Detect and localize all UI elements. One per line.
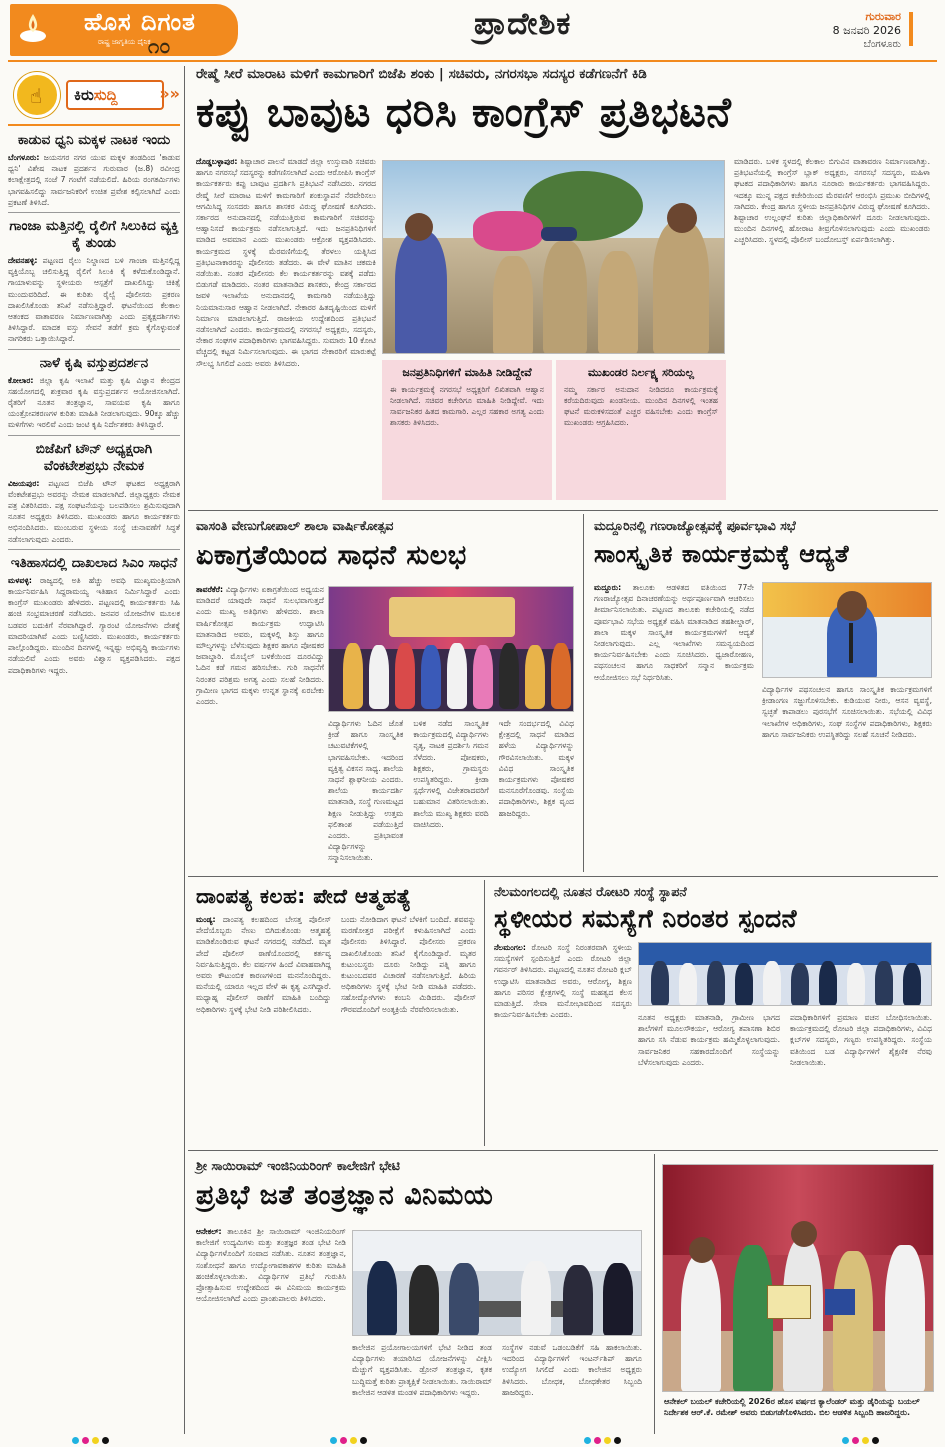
section-title: ಪ್ರಾದೇಶಿಕ <box>474 6 572 42</box>
member-figure <box>763 961 781 1006</box>
school-story <box>188 514 580 872</box>
rotary-story <box>488 880 938 1146</box>
column-divider <box>654 1154 655 1434</box>
brief-dateline: ವಿಜಯಪುರ: <box>8 478 40 488</box>
brief-divider <box>8 549 180 550</box>
briefs-label <box>66 80 164 110</box>
visitor-figure <box>563 1265 593 1336</box>
calendar-release-story <box>658 1154 938 1434</box>
brief-divider <box>8 349 180 350</box>
guest-figure <box>551 643 571 709</box>
police-figure <box>598 251 638 354</box>
brief-dateline: ದೇವನಹಳ್ಳಿ: <box>8 256 38 266</box>
issue-date: 8 ಜನವರಿ 2026 <box>832 24 901 37</box>
sidebar-box-2 <box>556 360 726 500</box>
official-head <box>791 1221 817 1247</box>
photo-flowers <box>473 211 543 251</box>
school-headline: ಏಕಾಗ್ರತೆಯಿಂದ ಸಾಧನೆ ಸುಲಭ <box>196 540 467 571</box>
newspaper-logo <box>10 4 238 56</box>
college-body-col-2: ಕಾಲೇಜಿನ ಪ್ರಯೋಗಾಲಯಗಳಿಗೆ ಭೇಟಿ ನೀಡಿದ ತಂಡ ವಿದ್ಯಾರ್ಥಿಗಳು ತಯಾರಿಸಿದ ಯೋಜನೆಗಳನ್ನು ವೀಕ್ಷಿಸಿ ಮೆಚ್ಚುಗೆ ವ್ಯಕ್ತಪಡಿಸಿತು. ಡ್ರೋನ್ ತಂತ್ರಜ್ಞಾನ, ಕೃತಕ ಬುದ್ಧಿಮತ್ತೆ ಕುರಿತು ಪ್ರಾತ್ಯಕ್ಷಿಕೆ ನೀಡಲಾಯಿತು. ಸಾಯಿರಾಮ್ ಕಾಲೇಜಿನ ಆಡಳಿತ ಮಂಡಳಿ ಪದಾಧಿಕಾರಿಗಳು ಇದ್ದರು. <box>352 1343 492 1397</box>
college-body-text-1: ತಾಲೂಕಿನ ಶ್ರೀ ಸಾಯಿರಾಮ್ ಇಂಜಿನಿಯರಿಂಗ್ ಕಾಲೇಜಿಗೆ ಉದ್ಯಮಿಗಳು ಮತ್ತು ತಂತ್ರಜ್ಞರ ತಂಡ ಭೇಟಿ ನೀಡಿ ವಿದ್ಯಾರ್ಥಿಗಳೊಂದಿಗೆ ಸಂವಾದ ನಡೆಸಿತು. ನೂತನ ತಂತ್ರಜ್ಞಾನ, ಸಂಶೋಧನೆ ಹಾಗೂ ಉದ್ಯೋಗಾವಕಾಶಗಳ ಕುರಿತು ಮಾಹಿತಿ ಹಂಚಿಕೊಳ್ಳಲಾಯಿತು. ವಿದ್ಯಾರ್ಥಿಗಳ ಪ್ರತಿಭೆ ಗುರುತಿಸಿ ಪ್ರೋತ್ಸಾಹಿಸುವ ಉದ್ದೇಶದಿಂದ ಈ ವಿನಿಮಯ ಕಾರ್ಯಕ್ರಮ ಆಯೋಜಿಸಲಾಗಿದೆ ಎಂದು ಪ್ರಾಂಶುಪಾಲರು ತಿಳಿಸಿದರು. <box>196 1227 346 1304</box>
culture-body-col-1 <box>594 582 754 868</box>
brief-title: ಕಾಡುವ ಧ್ವನಿ ಮಕ್ಕಳ ನಾಟಕ ಇಂದು <box>17 132 171 148</box>
police-figure <box>653 221 709 354</box>
paper-name: ಹೊಸ ದಿಗಂತ <box>84 8 196 36</box>
college-kicker: ಶ್ರೀ ಸಾಯಿರಾಮ್ ಇಂಜಿನಿಯರಿಂಗ್ ಕಾಲೇಜಿಗೆ ಭೇಟಿ <box>196 1158 400 1173</box>
member-figure <box>791 963 809 1006</box>
rotary-body-col-1 <box>494 942 632 1142</box>
edition-city: ಬೆಂಗಳೂರು <box>863 39 901 50</box>
briefs-column <box>8 66 180 1434</box>
main-headline: ಕಪ್ಪು ಬಾವುಟ ಧರಿಸಿ ಕಾಂಗ್ರೆಸ್ ಪ್ರತಿಭಟನೆ <box>196 88 732 136</box>
guest-figure <box>343 643 363 709</box>
member-figure <box>707 961 725 1006</box>
paper-tagline: ರಾಷ್ಟ್ರ ಜಾಗೃತಿಯ ದೈನಿಕ <box>98 38 151 46</box>
sidebar-box-2-title: ಮುಖಂಡರ ನಿರ್ಲಕ್ಷ್ಯ ಸರಿಯಲ್ಲ <box>587 366 695 379</box>
masthead-divider <box>8 60 937 62</box>
school-kicker: ವಾಸಂತಿ ವೇಣುಗೋಪಾಲ್ ಶಾಲಾ ವಾರ್ಷಿಕೋತ್ಸವ <box>196 518 394 533</box>
brief-dateline: ಮಳವಳ್ಳಿ: <box>8 575 32 585</box>
brief-title: ಗಾಂಜಾ ಮತ್ತಿನಲ್ಲಿ ರೈಲಿಗೆ ಸಿಲುಕಿದ ವ್ಯಕ್ತಿ ಕೈ ತುಂಡು <box>9 218 179 252</box>
college-headline: ಪ್ರತಿಭೆ ಜತೆ ತಂತ್ರಜ್ಞಾನ ವಿನಿಮಯ <box>196 1180 494 1211</box>
member-figure <box>847 963 865 1006</box>
constable-body <box>196 914 476 1142</box>
registration-marks-4 <box>842 1437 879 1445</box>
sidebar-box-1-body: ಈ ಕಾರ್ಯಕ್ರಮಕ್ಕೆ ನಗರಸಭೆ ಅಧ್ಯಕ್ಷರಿಗೆ ಲಿಖಿತವಾಗಿ ಆಹ್ವಾನ ನೀಡಲಾಗಿದೆ. ಸಚಿವರ ಕಚೇರಿಗೂ ಮಾಹಿತಿ ನೀಡಿದ್ದೇವೆ. ಇದು ಸಾರ್ವಜನಿಕರ ಹಿತದ ಕಾಮಗಾರಿ. ಎಲ್ಲರ ಸಹಕಾರ ಅಗತ್ಯ ಎಂದು ಶಾಸಕರು ತಿಳಿಸಿದರು. <box>390 385 544 427</box>
rotary-group-photo <box>638 942 932 1006</box>
member-figure <box>679 963 697 1006</box>
guest-figure <box>473 645 493 709</box>
brief-item <box>8 555 180 676</box>
column-divider <box>184 66 185 1434</box>
registration-marks-2 <box>330 1437 367 1445</box>
main-kicker: ರೇಷ್ಮೆ ಸೀರೆ ಮಾರಾಟ ಮಳಿಗೆ ಕಾಮಗಾರಿಗೆ ಬಿಜೆಪಿ ಶಂಕು | ಸಚಿವರು, ನಗರಸಭಾ ಸದಸ್ಯರ ಕಡೆಗಣನೆಗೆ ಕಿಡಿ <box>196 66 647 82</box>
protester-figure <box>395 231 447 354</box>
protester-head <box>405 213 433 241</box>
briefs-header <box>8 66 180 126</box>
guest-figure <box>499 643 519 709</box>
protest-photo <box>382 160 725 354</box>
main-body-col-3 <box>734 156 930 501</box>
calendar-photo-caption: ಆನೇಕಲ್ ಬಯಲ್ ಕಚೇರಿಯಲ್ಲಿ 2026ರ ಹೊಸ ವರ್ಷದ ಕ್ಯಾಲೆಂಡರ್ ಮತ್ತು ಡೈರಿಯನ್ನು ಬಯಲ್ ನಿರ್ದೇಶಕ ಆರ್.ಕೆ. ರಮೇಶ್ ಅವರು ಬಿಡುಗಡೆಗೊಳಿಸಿದರು. ಬಿಲ ಆಡಳಿತ ಸಿಬ್ಬಂದಿ ಹಾಜರಿದ್ದರು. <box>664 1397 920 1417</box>
police-cap <box>541 227 577 241</box>
college-story <box>188 1154 650 1434</box>
official-head <box>689 1237 715 1263</box>
culture-body-text-2: ವಿದ್ಯಾರ್ಥಿಗಳ ಪಥಸಂಚಲನ ಹಾಗೂ ಸಾಂಸ್ಕೃತಿಕ ಕಾರ್ಯಕ್ರಮಗಳಿಗೆ ಕ್ರೀಡಾಂಗಣ ಸಜ್ಜುಗೊಳಿಸಬೇಕು. ಕುಡಿಯುವ ನೀರು, ಆಸನ ವ್ಯವಸ್ಥೆ, ಸ್ವಚ್ಛತೆ ಕಾಪಾಡಲು ಪುರಸಭೆಗೆ ಸೂಚಿಸಲಾಯಿತು. ಸಭೆಯಲ್ಲಿ ವಿವಿಧ ಇಲಾಖೆಗಳ ಅಧಿಕಾರಿಗಳು, ಸಂಘ ಸಂಸ್ಥೆಗಳ ಪದಾಧಿಕಾರಿಗಳು, ಶಿಕ್ಷಕರು ಹಾಗೂ ಸಾರ್ವಜನಿಕರು ಉಪಸ್ಥಿತರಿದ್ದು ಸಲಹೆ ಸೂಚನೆ ನೀಡಿದರು. <box>762 685 932 739</box>
member-figure <box>735 963 753 1006</box>
visitor-figure <box>367 1261 397 1336</box>
brief-body: ಪಟ್ಟಣದ ರೈಲು ನಿಲ್ದಾಣದ ಬಳಿ ಗಾಂಜಾ ಮತ್ತಿನಲ್ಲಿದ್ದ ವ್ಯಕ್ತಿಯೊಬ್ಬ ಚಲಿಸುತ್ತಿದ್ದ ರೈಲಿಗೆ ಸಿಲುಕಿ ಕೈ ಕಳೆದುಕೊಂಡಿದ್ದಾನೆ. ಗಾಯಾಳುವನ್ನು ಸ್ಥಳೀಯರು ಆಸ್ಪತ್ರೆಗೆ ದಾಖಲಿಸಿದ್ದು ಚಿಕಿತ್ಸೆ ಮುಂದುವರಿದಿದೆ. ಈ ಕುರಿತು ರೈಲ್ವೆ ಪೊಲೀಸರು ಪ್ರಕರಣ ದಾಖಲಿಸಿಕೊಂಡು ತನಿಖೆ ನಡೆಸುತ್ತಿದ್ದಾರೆ. ಘಟನೆಯಿಂದ ಕೆಲಕಾಲ ಆತಂಕದ ವಾತಾವರಣ ನಿರ್ಮಾಣವಾಗಿತ್ತು ಎಂದು ಪ್ರತ್ಯಕ್ಷದರ್ಶಿಗಳು ತಿಳಿಸಿದ್ದಾರೆ. ಮಾದಕ ವಸ್ತು ಸೇವನೆ ತಡೆಗೆ ಕ್ರಮ ಕೈಗೊಳ್ಳುವಂತೆ ನಾಗರಿಕರು ಒತ್ತಾಯಿಸಿದ್ದಾರೆ. <box>8 256 180 344</box>
guest-figure <box>525 645 545 709</box>
date-accent-bar <box>909 12 913 46</box>
calendar-release-photo <box>662 1164 934 1392</box>
guest-figure <box>447 643 467 709</box>
college-body-lower <box>352 1342 642 1430</box>
brief-item <box>8 218 180 350</box>
constable-body-col-2: ಬಂದು ನೋಡಿದಾಗ ಘಟನೆ ಬೆಳಕಿಗೆ ಬಂದಿದೆ. ಶವವನ್ನು ಮರಣೋತ್ತರ ಪರೀಕ್ಷೆಗೆ ಕಳುಹಿಸಲಾಗಿದೆ ಎಂದು ಪೊಲೀಸರು ತಿಳಿಸಿದ್ದಾರೆ. ಪೊಲೀಸರು ಪ್ರಕರಣ ದಾಖಲಿಸಿಕೊಂಡು ತನಿಖೆ ಕೈಗೊಂಡಿದ್ದಾರೆ. ಮೃತರ ಕುಟುಂಬಸ್ಥರು ದೂರು ನೀಡಿದ್ದು ಪತ್ನಿ ಹಾಗೂ ಕುಟುಂಬದವರ ವಿಚಾರಣೆ ನಡೆಸಲಾಗುತ್ತಿದೆ. ಹಿರಿಯ ಅಧಿಕಾರಿಗಳು ಸ್ಥಳಕ್ಕೆ ಭೇಟಿ ನೀಡಿ ಮಾಹಿತಿ ಪಡೆದರು. ಸಹೋದ್ಯೋಗಿಗಳು ಕಂಬನಿ ಮಿಡಿದರು. ಪೊಲೀಸ್ ಗೌರವದೊಂದಿಗೆ ಅಂತ್ಯಕ್ರಿಯೆ ನೆರವೇರಿಸಲಾಯಿತು. <box>341 915 476 1014</box>
brief-item <box>8 132 180 213</box>
brief-title: ಬಿಜೆಪಿಗೆ ಟೌನ್ ಅಧ್ಯಕ್ಷರಾಗಿ ವೆಂಕಟೇಶಪ್ರಭು ನೇಮಕ <box>35 440 153 474</box>
school-stage-photo <box>328 586 574 712</box>
main-story <box>188 64 938 506</box>
rotary-body-col-3: ಪದಾಧಿಕಾರಿಗಳಿಗೆ ಪ್ರಮಾಣ ವಚನ ಬೋಧಿಸಲಾಯಿತು. ಕಾರ್ಯಕ್ರಮದಲ್ಲಿ ರೋಟರಿ ಜಿಲ್ಲಾ ಪದಾಧಿಕಾರಿಗಳು, ವಿವಿಧ ಕ್ಲಬ್‌ಗಳ ಸದಸ್ಯರು, ಗಣ್ಯರು ಉಪಸ್ಥಿತರಿದ್ದರು. ಸಂಸ್ಥೆಯ ವತಿಯಿಂದ ಬಡ ವಿದ್ಯಾರ್ಥಿಗಳಿಗೆ ಶೈಕ್ಷಣಿಕ ನೆರವು ನೀಡಲಾಯಿತು. <box>790 1013 932 1067</box>
registration-marks-3 <box>584 1437 621 1445</box>
member-figure <box>875 961 893 1006</box>
constable-dateline: ಮಂಡ್ಯ: <box>196 915 216 924</box>
lamp-icon <box>18 12 48 46</box>
sidebar-box-1 <box>382 360 552 500</box>
constable-headline: ದಾಂಪತ್ಯ ಕಲಹ: ಪೇದೆ ಆತ್ಮಹತ್ಯೆ <box>196 884 412 908</box>
culture-body-col-2 <box>762 684 932 868</box>
guest-figure <box>395 643 415 709</box>
constable-body-col-1 <box>196 914 331 1142</box>
school-body-col-2: ವಿದ್ಯಾರ್ಥಿಗಳು ಓದಿನ ಜೊತೆ ಕ್ರೀಡೆ ಹಾಗೂ ಸಾಂಸ್ಕೃತಿಕ ಚಟುವಟಿಕೆಗಳಲ್ಲಿ ಭಾಗವಹಿಸಬೇಕು. ಇದರಿಂದ ವ್ಯಕ್ತಿತ್ವ ವಿಕಸನ ಸಾಧ್ಯ. ಶಾಲೆಯ ಸಾಧನೆ ಶ್ಲಾಘನೀಯ ಎಂದರು. ಶಾಲೆಯ ಕಾರ್ಯದರ್ಶಿ ಮಾತನಾಡಿ, ಸಂಸ್ಥೆ ಗುಣಮಟ್ಟದ ಶಿಕ್ಷಣ ನೀಡುತ್ತಿದ್ದು ಉತ್ತಮ ಫಲಿತಾಂಶ ಪಡೆಯುತ್ತಿದೆ ಎಂದರು. ಪ್ರತಿಭಾವಂತ ವಿದ್ಯಾರ್ಥಿಗಳನ್ನು ಸನ್ಮಾನಿಸಲಾಯಿತು. <box>328 719 404 863</box>
brief-item <box>8 441 180 550</box>
official-figure <box>833 1251 873 1392</box>
main-body-text-2: ನಂತರ ಮಾತನಾಡಿದ ಶಾಸಕರು, ಕೇಂದ್ರ ಸರ್ಕಾರದ ಜವಳಿ ಇಲಾಖೆಯ ಅನುದಾನದಲ್ಲಿ ಕಾಮಗಾರಿ ನಡೆಯುತ್ತಿದ್ದು ನಿಯಮಾನುಸಾರ ಆಹ್ವಾನ ನೀಡಲಾಗಿದೆ. ನೇಕಾರರ ಹಿತದೃಷ್ಟಿಯಿಂದ ಮಳಿಗೆ ನಿರ್ಮಾಣ ಮಾಡಲಾಗುತ್ತಿದೆ. ರಾಜಕೀಯ ಉದ್ದೇಶದಿಂದ ಪ್ರತಿಭಟನೆ ನಡೆಸಲಾಗಿದೆ ಎಂದರು. ಕಾರ್ಯಕ್ರಮದಲ್ಲಿ ನಗರಸಭೆ ಅಧ್ಯಕ್ಷರು, ಸದಸ್ಯರು, ನೇಕಾರ ಸಂಘಗಳ ಪದಾಧಿಕಾರಿಗಳು ಭಾಗವಹಿಸಿದ್ದರು. ಸುಮಾರು 10 ಕೋಟಿ ವೆಚ್ಚದಲ್ಲಿ ಕಟ್ಟಡ ನಿರ್ಮಿಸಲಾಗುವುದು. ಈ ಭಾಗದ ನೇಕಾರರಿಗೆ ಮಾರುಕಟ್ಟೆ ಸೌಲಭ್ಯ ಸಿಗಲಿದೆ ಎಂದು ಅವರು ತಿಳಿಸಿದರು. <box>196 280 376 368</box>
brief-body: ಜಯನಗರ ನಗರ ಯುವ ಮಕ್ಕಳ ತಂಡದಿಂದ 'ಕಾಡುವ ಧ್ವನಿ' ವಿಶೇಷ ನಾಟಕ ಪ್ರದರ್ಶನ ಗುರುವಾರ (ಜ.8) ರವೀಂದ್ರ ಕಲಾಕ್ಷೇತ್ರದಲ್ಲಿ ಸಂಜೆ 7 ಗಂಟೆಗೆ ನಡೆಯಲಿದೆ. ಹಿರಿಯ ರಂಗಕರ್ಮಿಗಳು ಭಾಗವಹಿಸಲಿದ್ದು ಸಾರ್ವಜನಿಕರಿಗೆ ಉಚಿತ ಪ್ರವೇಶ ಕಲ್ಪಿಸಲಾಗಿದೆ ಎಂದು ಪ್ರಕಟಣೆ ತಿಳಿಸಿದೆ. <box>8 153 180 207</box>
brief-title: ಇತಿಹಾಸದಲ್ಲಿ ದಾಖಲಾದ ಸಿಎಂ ಸಾಧನೆ <box>10 554 178 571</box>
rotary-body-col-2: ನೂತನ ಅಧ್ಯಕ್ಷರು ಮಾತನಾಡಿ, ಗ್ರಾಮೀಣ ಭಾಗದ ಶಾಲೆಗಳಿಗೆ ಮೂಲಸೌಕರ್ಯ, ಆರೋಗ್ಯ ತಪಾಸಣಾ ಶಿಬಿರ ಹಾಗೂ ಸಸಿ ನೆಡುವ ಕಾರ್ಯಕ್ರಮ ಹಮ್ಮಿಕೊಳ್ಳಲಾಗುವುದು. ಸಾರ್ವಜನಿಕರ ಸಹಕಾರದೊಂದಿಗೆ ಸಂಸ್ಥೆಯನ್ನು ಬೆಳೆಸಲಾಗುವುದು ಎಂದರು. <box>638 1013 780 1067</box>
rotary-headline: ಸ್ಥಳೀಯರ ಸಮಸ್ಯೆಗೆ ನಿರಂತರ ಸ್ಪಂದನೆ <box>494 904 798 933</box>
diary-item <box>825 1289 855 1315</box>
member-figure <box>651 961 669 1006</box>
main-body-text-3: ಮಾಡಿದರು. ಬಳಿಕ ಸ್ಥಳದಲ್ಲಿ ಕೆಲಕಾಲ ಬಿಗುವಿನ ವಾತಾವರಣ ನಿರ್ಮಾಣವಾಗಿತ್ತು. ಪ್ರತಿಭಟನೆಯಲ್ಲಿ ಕಾಂಗ್ರೆಸ್ ಬ್ಲಾಕ್ ಅಧ್ಯಕ್ಷರು, ನಗರಸಭೆ ಸದಸ್ಯರು, ಮಹಿಳಾ ಘಟಕದ ಪದಾಧಿಕಾರಿಗಳು ಹಾಗೂ ನೂರಾರು ಕಾರ್ಯಕರ್ತರು ಭಾಗವಹಿಸಿದ್ದರು. ಇದಕ್ಕೂ ಮುನ್ನ ಪಕ್ಷದ ಕಚೇರಿಯಿಂದ ಮೆರವಣಿಗೆ ಆರಂಭಿಸಿ ಪ್ರಮುಖ ಬೀದಿಗಳಲ್ಲಿ ಸಾಗಿದರು. ಕೇಂದ್ರ ಹಾಗೂ ಸ್ಥಳೀಯ ಜನಪ್ರತಿನಿಧಿಗಳ ವಿರುದ್ಧ ಘೋಷಣೆ ಕೂಗಿದರು. ಶಿಷ್ಟಾಚಾರ ಉಲ್ಲಂಘನೆ ಕುರಿತು ಜಿಲ್ಲಾಧಿಕಾರಿಗಳಿಗೆ ದೂರು ನೀಡಲಾಗುವುದು. ಮುಂದಿನ ದಿನಗಳಲ್ಲಿ ಹೋರಾಟ ತೀವ್ರಗೊಳಿಸಲಾಗುವುದು ಎಂದು ಮುಖಂಡರು ಎಚ್ಚರಿಸಿದರು. ಸ್ಥಳದಲ್ಲಿ ಪೊಲೀಸ್ ಬಂದೋಬಸ್ತ್ ಏರ್ಪಡಿಸಲಾಗಿತ್ತು. <box>734 157 930 245</box>
constable-story <box>188 880 480 1146</box>
school-body-text-1: ವಿದ್ಯಾರ್ಥಿಗಳು ಏಕಾಗ್ರತೆಯಿಂದ ಅಧ್ಯಯನ ಮಾಡಿದರೆ ಯಾವುದೇ ಸಾಧನೆ ಸುಲಭವಾಗುತ್ತದೆ ಎಂದು ಮುಖ್ಯ ಅತಿಥಿಗಳು ಹೇಳಿದರು. ಶಾಲಾ ವಾರ್ಷಿಕೋತ್ಸವ ಕಾರ್ಯಕ್ರಮ ಉದ್ಘಾಟಿಸಿ ಮಾತನಾಡಿದ ಅವರು, ಮಕ್ಕಳಲ್ಲಿ ಶಿಸ್ತು ಹಾಗೂ ಮೌಲ್ಯಗಳನ್ನು ಬೆಳೆಸುವುದು ಶಿಕ್ಷಕರ ಹಾಗೂ ಪೋಷಕರ ಜವಾಬ್ದಾರಿ. ಮೊಬೈಲ್ ಬಳಕೆಯಿಂದ ದೂರವಿದ್ದು ಓದಿನ ಕಡೆ ಗಮನ ಹರಿಸಬೇಕು. ಗುರಿ ಸಾಧನೆಗೆ ನಿರಂತರ ಪರಿಶ್ರಮ ಅಗತ್ಯ ಎಂದು ಸಲಹೆ ನೀಡಿದರು. ಗ್ರಾಮೀಣ ಭಾಗದ ಮಕ್ಕಳು ಉನ್ನತ ಸ್ಥಾನಕ್ಕೆ ಏರಬೇಕು ಎಂದರು. <box>196 585 324 707</box>
weekday: ಗುರುವಾರ <box>865 10 901 23</box>
section-divider <box>188 1150 938 1151</box>
constable-body-text-1: ದಾಂಪತ್ಯ ಕಲಹದಿಂದ ಬೇಸತ್ತ ಪೊಲೀಸ್ ಪೇದೆಯೊಬ್ಬರು ನೇಣು ಬಿಗಿದುಕೊಂಡು ಆತ್ಮಹತ್ಯೆ ಮಾಡಿಕೊಂಡಿರುವ ಘಟನೆ ನಗರದಲ್ಲಿ ನಡೆದಿದೆ. ಮೃತ ಪೇದೆ ಪೊಲೀಸ್ ಠಾಣೆಯೊಂದರಲ್ಲಿ ಕರ್ತವ್ಯ ನಿರ್ವಹಿಸುತ್ತಿದ್ದರು. ಕೆಲ ವರ್ಷಗಳ ಹಿಂದೆ ವಿವಾಹವಾಗಿದ್ದ ಅವರು ಕೌಟುಂಬಿಕ ಕಾರಣಗಳಿಂದ ಮನನೊಂದಿದ್ದರು. ಮನೆಯಲ್ಲಿ ಯಾರೂ ಇಲ್ಲದ ವೇಳೆ ಈ ಕೃತ್ಯ ಎಸಗಿದ್ದಾರೆ. ಮಧ್ಯಾಹ್ನ ಪೊಲೀಸ್ ಠಾಣೆಗೆ ಮಾಹಿತಿ ಬಂದಿದ್ದು ಅಧಿಕಾರಿಗಳು ಸ್ಥಳಕ್ಕೆ ಭೇಟಿ ನೀಡಿ ಪರಿಶೀಲಿಸಿದರು. <box>196 915 331 1014</box>
guest-figure <box>369 645 389 709</box>
visitor-figure <box>409 1265 439 1336</box>
brief-dateline: ಬೆಂಗಳೂರು: <box>8 153 40 162</box>
brief-body: ಪಟ್ಟಣದ ಬಿಜೆಪಿ ಟೌನ್ ಘಟಕದ ಅಧ್ಯಕ್ಷರಾಗಿ ವೆಂಕಟೇಶಪ್ರಭು ಅವರನ್ನು ನೇಮಕ ಮಾಡಲಾಗಿದೆ. ಜಿಲ್ಲಾಧ್ಯಕ್ಷರು ನೇಮಕ ಪತ್ರ ವಿತರಿಸಿದರು. ಪಕ್ಷ ಸಂಘಟನೆಯನ್ನು ಬಲಪಡಿಸಲು ಶ್ರಮಿಸುವುದಾಗಿ ನೂತನ ಅಧ್ಯಕ್ಷರು ತಿಳಿಸಿದರು. ಮುಖಂಡರು ಹಾಗೂ ಕಾರ್ಯಕರ್ತರು ಅಭಿನಂದಿಸಿದರು. ಮುಂಬರುವ ಸ್ಥಳೀಯ ಸಂಸ್ಥೆ ಚುನಾವಣೆಗೆ ಸಿದ್ಧತೆ ನಡೆಸಲಾಗುವುದು ಎಂದರು. <box>8 478 180 544</box>
speaker-head <box>837 591 867 621</box>
brief-divider <box>8 212 180 213</box>
main-body-col-1 <box>196 156 376 501</box>
rotary-kicker: ನೆಲಮಂಗಲದಲ್ಲಿ ನೂತನ ರೋಟರಿ ಸಂಸ್ಥೆ ಸ್ಥಾಪನೆ <box>494 884 687 899</box>
school-body-col-1 <box>196 584 324 868</box>
culture-headline: ಸಾಂಸ್ಕೃತಿಕ ಕಾರ್ಯಕ್ರಮಕ್ಕೆ ಆದ್ಯತೆ <box>594 540 850 568</box>
culture-kicker: ಮದ್ದೂರಿನಲ್ಲಿ ಗಣರಾಜ್ಯೋತ್ಸವಕ್ಕೆ ಪೂರ್ವಭಾವಿ ಸಭೆ <box>594 518 796 533</box>
culture-dateline: ಮದ್ದೂರು: <box>594 583 622 592</box>
microphone <box>849 623 853 663</box>
column-divider <box>484 880 485 1146</box>
brief-dateline: ಕೋಲಾರ: <box>8 375 34 385</box>
school-dateline: ತಾವರೆಕೆರೆ: <box>196 585 223 594</box>
column-divider <box>583 514 584 872</box>
sidebar-box-2-body: ನಮ್ಮ ಸರ್ಕಾರ ಅನುದಾನ ನೀಡಿದರೂ ಕಾರ್ಯಕ್ರಮಕ್ಕೆ ಕರೆಯದಿರುವುದು ಖಂಡನೀಯ. ಮುಂದಿನ ದಿನಗಳಲ್ಲಿ ಇಂತಹ ಘಟನೆ ಮರುಕಳಿಸದಂತೆ ಎಚ್ಚರ ವಹಿಸಬೇಕು ಎಂದು ಕಾಂಗ್ರೆಸ್ ಮುಖಂಡರು ಆಗ್ರಹಿಸಿದರು. <box>564 385 718 427</box>
member-figure <box>819 961 837 1006</box>
stage-banner <box>389 597 515 637</box>
briefs-label-suddi: ಸುದ್ದಿ <box>93 86 118 104</box>
page-number: ೧೦ <box>148 34 171 58</box>
school-body-col-4: ಇದೇ ಸಂದರ್ಭದಲ್ಲಿ ವಿವಿಧ ಕ್ಷೇತ್ರದಲ್ಲಿ ಸಾಧನೆ ಮಾಡಿದ ಹಳೆಯ ವಿದ್ಯಾರ್ಥಿಗಳನ್ನು ಗೌರವಿಸಲಾಯಿತು. ಮಕ್ಕಳ ವಿವಿಧ ಸಾಂಸ್ಕೃತಿಕ ಕಾರ್ಯಕ್ರಮಗಳು ಪೋಷಕರ ಮನಸೂರೆಗೊಂಡವು. ಸಂಸ್ಥೆಯ ಪದಾಧಿಕಾರಿಗಳು, ಶಿಕ್ಷಕ ವೃಂದ ಹಾಜರಿದ್ದರು. <box>498 719 574 818</box>
section-divider <box>188 876 938 877</box>
culture-story <box>588 514 938 872</box>
pointing-hand-icon: ☝ <box>30 84 43 108</box>
rotary-body-text-1: ರೋಟರಿ ಸಂಸ್ಥೆ ನಿರಂತರವಾಗಿ ಸ್ಥಳೀಯ ಸಮಸ್ಯೆಗಳಿಗೆ ಸ್ಪಂದಿಸುತ್ತಿದೆ ಎಂದು ರೋಟರಿ ಜಿಲ್ಲಾ ಗವರ್ನರ್ ತಿಳಿಸಿದರು. ಪಟ್ಟಣದಲ್ಲಿ ನೂತನ ರೋಟರಿ ಕ್ಲಬ್ ಉದ್ಘಾಟಿಸಿ ಮಾತನಾಡಿದ ಅವರು, ಆರೋಗ್ಯ, ಶಿಕ್ಷಣ ಹಾಗೂ ಪರಿಸರ ಕ್ಷೇತ್ರಗಳಲ್ಲಿ ಸಂಸ್ಥೆ ಮಹತ್ವದ ಕೆಲಸ ಮಾಡುತ್ತಿದೆ. ಸೇವಾ ಮನೋಭಾವದಿಂದ ಸದಸ್ಯರು ಕಾರ್ಯನಿರ್ವಹಿಸಬೇಕು ಎಂದರು. <box>494 943 632 1020</box>
brief-title: ನಾಳೆ ಕೃಷಿ ವಸ್ತುಪ್ರದರ್ಶನ <box>39 354 149 371</box>
main-body-text-1: ಶಿಷ್ಟಾಚಾರ ಪಾಲನೆ ಮಾಡದೆ ಜಿಲ್ಲಾ ಉಸ್ತುವಾರಿ ಸಚಿವರು ಹಾಗೂ ನಗರಸಭೆ ಸದಸ್ಯರನ್ನು ಕಡೆಗಣಿಸಲಾಗಿದೆ ಎಂದು ಆರೋಪಿಸಿ ಕಾಂಗ್ರೆಸ್ ಕಾರ್ಯಕರ್ತರು ಕಪ್ಪು ಬಾವುಟ ಪ್ರದರ್ಶಿಸಿ ಪ್ರತಿಭಟನೆ ನಡೆಸಿದರು. ನಗರದ ರೇಷ್ಮೆ ಸೀರೆ ಮಾರಾಟ ಮಳಿಗೆ ಕಾಮಗಾರಿಗೆ ಶಂಕುಸ್ಥಾಪನೆ ನೆರವೇರಿಸಲು ಆಗಮಿಸಿದ್ದ ಸಂಸದರು ಹಾಗೂ ಶಾಸಕರ ವಿರುದ್ಧ ಘೋಷಣೆ ಕೂಗಿದರು. ಸರ್ಕಾರದ ಅನುದಾನದಲ್ಲಿ ನಡೆಯುತ್ತಿರುವ ಕಾಮಗಾರಿಗೆ ಸಚಿವರನ್ನು ಆಹ್ವಾನಿಸದೆ ಕಾರ್ಯಕ್ರಮ ನಡೆಸಲಾಗುತ್ತಿದೆ. ಇದು ಜನಪ್ರತಿನಿಧಿಗಳಿಗೆ ಮಾಡಿದ ಅವಮಾನ ಎಂದು ಮುಖಂಡರು ಆಕ್ರೋಶ ವ್ಯಕ್ತಪಡಿಸಿದರು. ಕಾರ್ಯಕ್ರಮದ ಸ್ಥಳಕ್ಕೆ ಮೆರವಣಿಗೆಯಲ್ಲಿ ತೆರಳಲು ಯತ್ನಿಸಿದ ಪ್ರತಿಭಟನಾಕಾರರನ್ನು ಪೊಲೀಸರು ತಡೆದರು. ಈ ವೇಳೆ ಮಾತಿನ ಚಕಮಕಿ ನಡೆಯಿತು. ನಂತರ ಪೊಲೀಸರು ಕೆಲ ಕಾರ್ಯಕರ್ತರನ್ನು ವಶಕ್ಕೆ ಪಡೆದು ಬಿಡುಗಡೆ ಮಾಡಿದರು. <box>196 157 376 290</box>
briefs-badge <box>14 72 60 118</box>
meeting-photo <box>762 582 932 678</box>
college-dateline: ಆನೇಕಲ್: <box>196 1227 222 1236</box>
briefs-label-kiru: ಕಿರು <box>74 86 94 104</box>
double-chevron-icon: »» <box>159 84 180 103</box>
culture-body-text-1: ತಾಲೂಕು ಆಡಳಿತದ ವತಿಯಿಂದ 77ನೇ ಗಣರಾಜ್ಯೋತ್ಸವ ದಿನಾಚರಣೆಯನ್ನು ಅರ್ಥಪೂರ್ಣವಾಗಿ ಆಚರಿಸಲು ತೀರ್ಮಾನಿಸಲಾಯಿತು. ಪಟ್ಟಣದ ತಾಲೂಕು ಕಚೇರಿಯಲ್ಲಿ ನಡೆದ ಪೂರ್ವಭಾವಿ ಸಭೆಯ ಅಧ್ಯಕ್ಷತೆ ವಹಿಸಿ ಮಾತನಾಡಿದ ತಹಶೀಲ್ದಾರ್, ಶಾಲಾ ಮಕ್ಕಳ ಸಾಂಸ್ಕೃತಿಕ ಕಾರ್ಯಕ್ರಮಗಳಿಗೆ ಆದ್ಯತೆ ನೀಡಲಾಗುವುದು. ಎಲ್ಲ ಇಲಾಖೆಗಳು ಸಮನ್ವಯದಿಂದ ಕಾರ್ಯನಿರ್ವಹಿಸಬೇಕು ಎಂದು ಸೂಚಿಸಿದರು. ಧ್ವಜಾರೋಹಣ, ಪಥಸಂಚಲನ ಹಾಗೂ ಸಾಧಕರಿಗೆ ಸನ್ಮಾನ ಕಾರ್ಯಕ್ರಮ ಆಯೋಜಿಸಲು ಸಭೆ ನಿರ್ಧರಿಸಿತು. <box>594 583 754 682</box>
registration-marks-1 <box>72 1437 109 1445</box>
main-dateline: ದೊಡ್ಡಬಳ್ಳಾಪುರ: <box>196 157 238 166</box>
lab-wall <box>353 1231 641 1271</box>
calendar-item <box>767 1285 811 1319</box>
brief-body: ರಾಜ್ಯದಲ್ಲಿ ಅತಿ ಹೆಚ್ಚು ಅವಧಿ ಮುಖ್ಯಮಂತ್ರಿಯಾಗಿ ಕಾರ್ಯನಿರ್ವಹಿಸಿ ಸಿದ್ದರಾಮಯ್ಯ ಇತಿಹಾಸ ನಿರ್ಮಿಸಿದ್ದಾರೆ ಎಂದು ಕಾಂಗ್ರೆಸ್ ಮುಖಂಡರು ಹೇಳಿದರು. ಪಟ್ಟಣದಲ್ಲಿ ಕಾರ್ಯಕರ್ತರು ಸಿಹಿ ಹಂಚಿ ಸಂಭ್ರಮಾಚರಣೆ ನಡೆಸಿದರು. ಜನಪರ ಯೋಜನೆಗಳ ಮೂಲಕ ಬಡವರ ಬದುಕಿಗೆ ನೆರವಾಗಿದ್ದಾರೆ. ಗ್ಯಾರಂಟಿ ಯೋಜನೆಗಳು ದೇಶಕ್ಕೆ ಮಾದರಿಯಾಗಿವೆ ಎಂದು ಬಣ್ಣಿಸಿದರು. ಮುಖಂಡರು, ಕಾರ್ಯಕರ್ತರು ಪಾಲ್ಗೊಂಡಿದ್ದರು. ಮುಂದಿನ ದಿನಗಳಲ್ಲಿ ಇನ್ನಷ್ಟು ಅಭಿವೃದ್ಧಿ ಕಾರ್ಯಗಳು ನಡೆಯಲಿವೆ ಎಂದು ಅವರು ವಿಶ್ವಾಸ ವ್ಯಕ್ತಪಡಿಸಿದರು. ಪಕ್ಷದ ಪದಾಧಿಕಾರಿಗಳು ಇದ್ದರು. <box>8 575 180 675</box>
guest-figure <box>421 645 441 709</box>
member-figure <box>903 963 921 1006</box>
police-head <box>667 203 697 233</box>
college-body-col-1 <box>196 1226 346 1430</box>
rotary-dateline: ನೆಲಮಂಗಲ: <box>494 943 526 952</box>
sidebar-box-1-title: ಜನಪ್ರತಿನಿಧಿಗಳಿಗೆ ಮಾಹಿತಿ ನೀಡಿದ್ದೇವೆ <box>402 366 532 379</box>
visitor-figure <box>603 1263 633 1336</box>
masthead <box>0 0 945 58</box>
official-figure <box>681 1255 721 1392</box>
school-body-lower <box>328 718 574 868</box>
section-divider <box>188 510 938 511</box>
dateline-block <box>833 10 901 52</box>
police-figure <box>493 256 533 354</box>
official-figure <box>885 1245 925 1392</box>
brief-body: ಜಿಲ್ಲಾ ಕೃಷಿ ಇಲಾಖೆ ಮತ್ತು ಕೃಷಿ ವಿಜ್ಞಾನ ಕೇಂದ್ರದ ಸಹಯೋಗದಲ್ಲಿ ಶುಕ್ರವಾರ ಕೃಷಿ ವಸ್ತುಪ್ರದರ್ಶನ ಆಯೋಜಿಸಲಾಗಿದೆ. ರೈತರಿಗೆ ನೂತನ ತಂತ್ರಜ್ಞಾನ, ಸಾವಯವ ಕೃಷಿ ಹಾಗೂ ಯಂತ್ರೋಪಕರಣಗಳ ಕುರಿತು ಮಾಹಿತಿ ನೀಡಲಾಗುವುದು. 90ಕ್ಕೂ ಹೆಚ್ಚು ಮಳಿಗೆಗಳು ಇರಲಿವೆ ಎಂದು ಜಂಟಿ ಕೃಷಿ ನಿರ್ದೇಶಕರು ತಿಳಿಸಿದ್ದಾರೆ. <box>8 375 180 430</box>
visitor-figure <box>449 1263 479 1336</box>
college-visit-photo <box>352 1230 642 1336</box>
visitor-figure <box>521 1261 551 1336</box>
police-figure <box>543 241 587 354</box>
brief-divider <box>8 435 180 436</box>
college-body-col-3: ಸಂಸ್ಥೆಗಳ ನಡುವೆ ಒಡಂಬಡಿಕೆಗೆ ಸಹಿ ಹಾಕಲಾಯಿತು. ಇದರಿಂದ ವಿದ್ಯಾರ್ಥಿಗಳಿಗೆ ಇಂಟರ್ನ್‌ಶಿಪ್ ಹಾಗೂ ಉದ್ಯೋಗ ಸಿಗಲಿದೆ ಎಂದು ಕಾಲೇಜಿನ ಅಧ್ಯಕ್ಷರು ತಿಳಿಸಿದರು. ಬೋಧಕ, ಬೋಧಕೇತರ ಸಿಬ್ಬಂದಿ ಹಾಜರಿದ್ದರು. <box>502 1343 642 1397</box>
school-body-col-3: ಬಳಿಕ ನಡೆದ ಸಾಂಸ್ಕೃತಿಕ ಕಾರ್ಯಕ್ರಮದಲ್ಲಿ ವಿದ್ಯಾರ್ಥಿಗಳು ನೃತ್ಯ, ನಾಟಕ ಪ್ರದರ್ಶಿಸಿ ಗಮನ ಸೆಳೆದರು. ಪೋಷಕರು, ಶಿಕ್ಷಕರು, ಗ್ರಾಮಸ್ಥರು ಉಪಸ್ಥಿತರಿದ್ದರು. ಕ್ರೀಡಾ ಸ್ಪರ್ಧೆಗಳಲ್ಲಿ ವಿಜೇತರಾದವರಿಗೆ ಬಹುಮಾನ ವಿತರಿಸಲಾಯಿತು. ಶಾಲೆಯ ಮುಖ್ಯ ಶಿಕ್ಷಕರು ವರದಿ ವಾಚಿಸಿದರು. <box>413 719 489 829</box>
brief-item <box>8 355 180 436</box>
rotary-body-lower <box>638 1012 932 1142</box>
